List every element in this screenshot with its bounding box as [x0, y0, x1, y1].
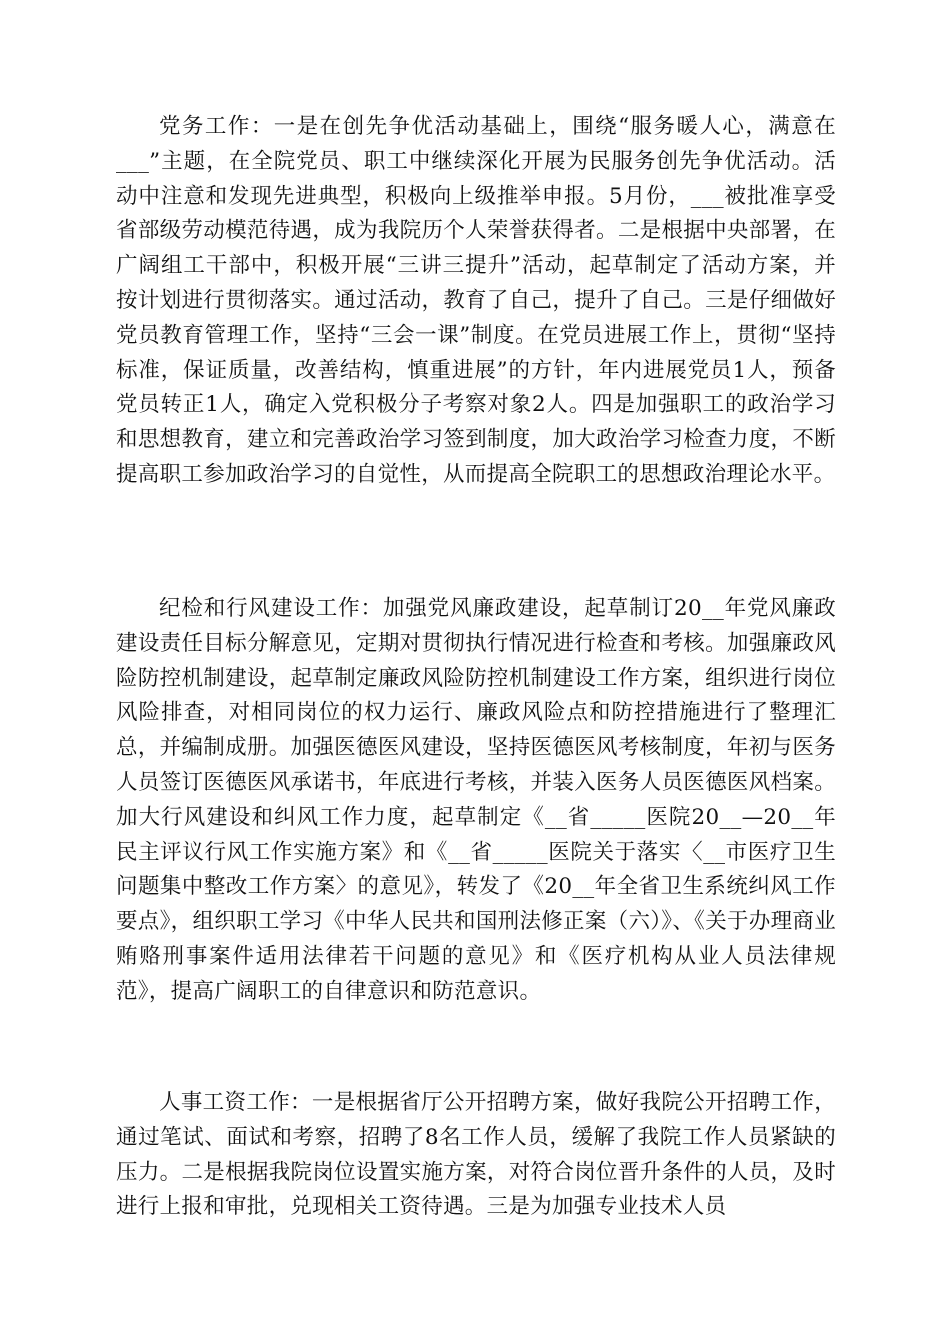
- paragraph-discipline-inspection: 纪检和行风建设工作：加强党风廉政建设，起草制订20__年党风廉政建设责任目标分解意见，定期对贯彻执行情况进行检查和考核。加强廉政风险防控机制建设，起草制定廉政风险防控机制建设工作方案，组织进行岗位风险排查，对相同岗位的权力运行、廉政风险点和防控措施进行了整理汇总，并编制成册。加强医德医风建设，坚持医德医风考核制度，年初与医务人员签订医德医风承诺书，年底进行考核，并装入医务人员医德医风档案。加大行风建设和纠风工作力度，起草制定《__省_____医院20__—20__年民主评议行风工作实施方案》和《__省_____医院关于落实〈__市医疗卫生问题集中整改工作方案〉的意见》，转发了《20__年全省卫生系统纠风工作要点》，组织职工学习《中华人民共和国刑法修正案（六）》、《关于办理商业贿赂刑事案件适用法律若干问题的意见》和《医疗机构从业人员法律规范》，提高广阔职工的自律意识和防范意识。: [116, 596, 837, 1004]
- paragraph-party-affairs: 党务工作：一是在创先争优活动基础上，围绕“服务暖人心，满意在___”主题，在全院党员、职工中继续深化开展为民服务创先争优活动。活动中注意和发现先进典型，积极向上级推举申报。5月份，___被批准享受省部级劳动模范待遇，成为我院历个人荣誉获得者。二是根据中央部署，在广阔组工干部中，积极开展“三讲三提升”活动，起草制定了活动方案，并按计划进行贯彻落实。通过活动，教育了自己，提升了自己。三是仔细做好党员教育管理工作，坚持“三会一课”制度。在党员进展工作上，贯彻“坚持标准，保证质量，改善结构，慎重进展”的方针，年内进展党员1人，预备党员转正1人，确定入党积极分子考察对象2人。四是加强职工的政治学习和思想教育，建立和完善政治学习签到制度，加大政治学习检查力度，不断提高职工参加政治学习的自觉性，从而提高全院职工的思想政治理论水平。: [116, 114, 836, 487]
- paragraph-personnel-wages: 人事工资工作：一是根据省厅公开招聘方案，做好我院公开招聘工作，通过笔试、面试和考察，招聘了8名工作人员，缓解了我院工作人员紧缺的压力。二是根据我院岗位设置实施方案，对符合岗位晋升条件的人员，及时进行上报和审批，兑现相关工资待遇。三是为加强专业技术人员: [116, 1090, 836, 1220]
